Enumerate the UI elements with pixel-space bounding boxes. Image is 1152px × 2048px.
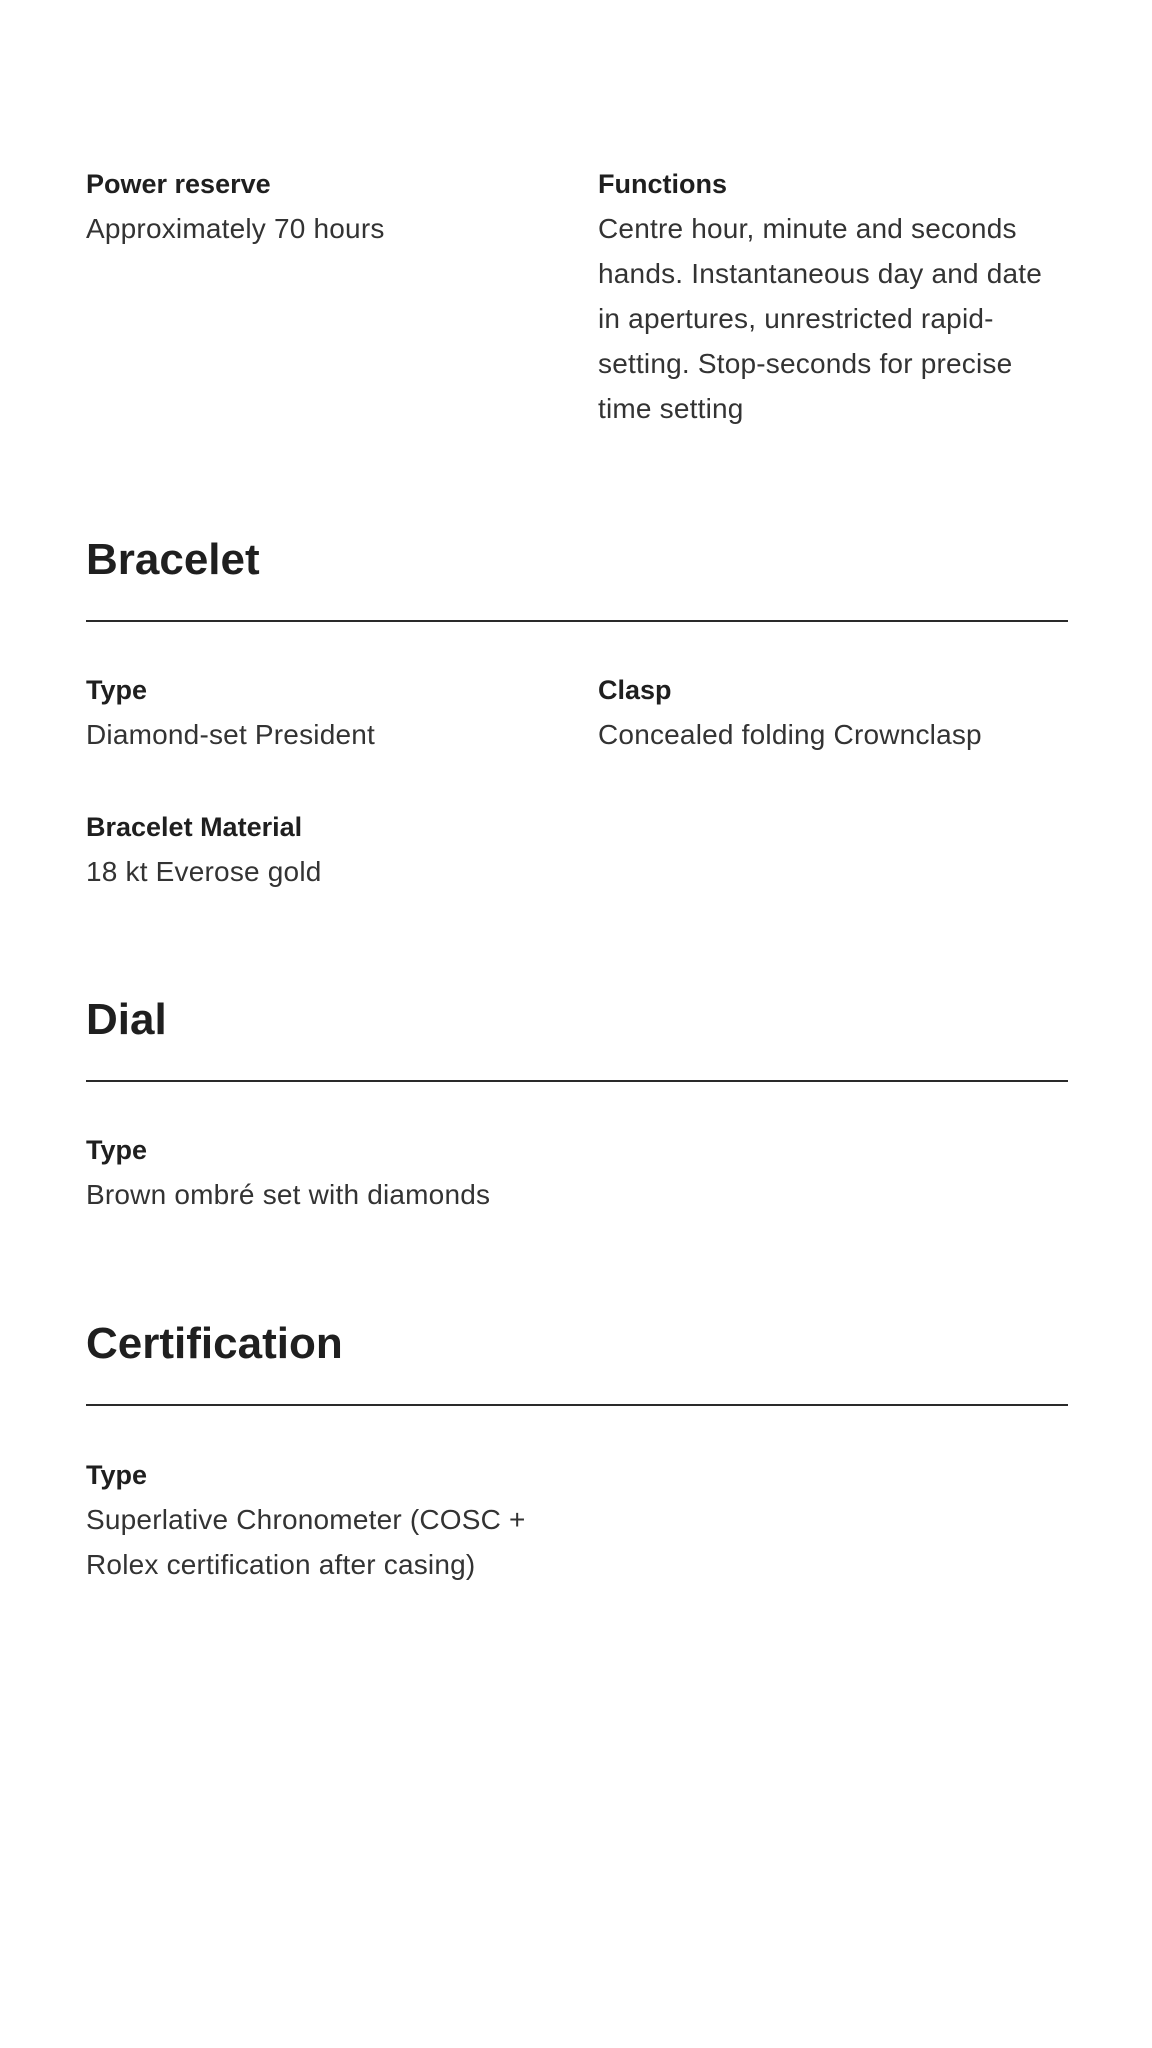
section-bracelet [86, 532, 1068, 588]
spec-label: Type [86, 675, 148, 705]
section-title: Dial [86, 995, 167, 1044]
bracelet-specs [86, 668, 1068, 894]
spec-certification-type [86, 1453, 1068, 1587]
section-divider [86, 1080, 1068, 1082]
section-divider [86, 1404, 1068, 1406]
spec-value: Concealed folding Crownclasp [598, 719, 982, 750]
spec-value: Brown ombré set with diamonds [86, 1179, 491, 1210]
spec-label: Type [86, 1460, 148, 1490]
section-title: Certification [86, 1319, 343, 1368]
section-divider [86, 620, 1068, 622]
section-dial [86, 992, 1068, 1048]
spec-value: Approximately 70 hours [86, 213, 385, 244]
spec-bracelet-material [86, 805, 598, 894]
spec-value: Centre hour, minute and seconds hands. Instantaneous day and date in apertures, unrestricted rapid-setting. Stop-seconds for precise time setting [598, 213, 1043, 424]
certification-specs [86, 1453, 1068, 1587]
spec-bracelet-type [86, 668, 598, 757]
spec-label: Bracelet Material [86, 812, 303, 842]
spec-label: Functions [598, 169, 727, 199]
spec-label: Clasp [598, 675, 672, 705]
spec-clasp [598, 668, 1068, 757]
spec-label: Power reserve [86, 169, 271, 199]
spec-power-reserve [86, 162, 598, 431]
dial-specs [86, 1128, 1068, 1217]
spec-functions [598, 162, 1068, 431]
spec-label: Type [86, 1135, 148, 1165]
spec-value: 18 kt Everose gold [86, 856, 322, 887]
section-certification [86, 1316, 1068, 1372]
section-title: Bracelet [86, 535, 260, 584]
spec-dial-type [86, 1128, 1068, 1217]
movement-specs [86, 162, 1068, 431]
spec-value: Superlative Chronometer (COSC + Rolex certification after casing) [86, 1504, 526, 1580]
spec-value: Diamond-set President [86, 719, 375, 750]
